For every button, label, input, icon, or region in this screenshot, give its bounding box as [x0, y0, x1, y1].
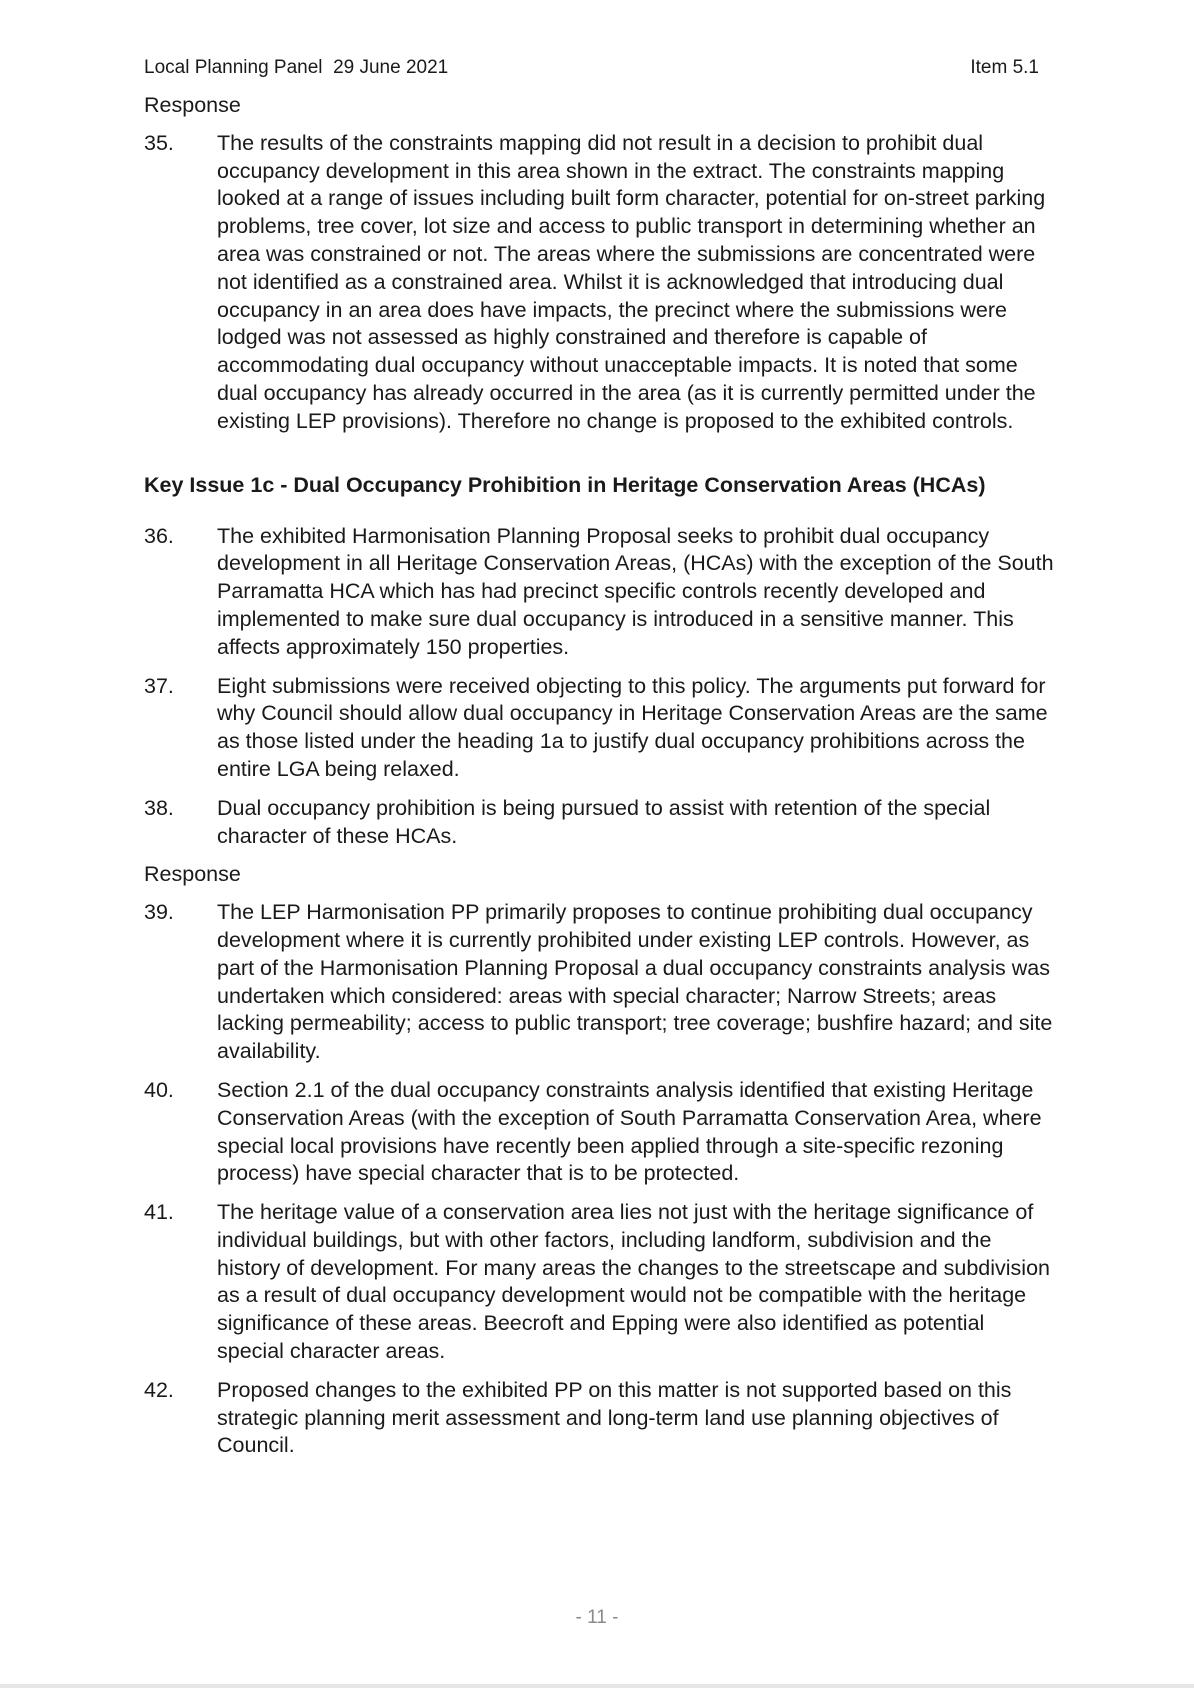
key-issue-heading: Key Issue 1c - Dual Occupancy Prohibition in Heritage Conservation Areas (HCAs)	[144, 472, 986, 497]
numbered-paragraph	[144, 673, 1054, 784]
paragraph-text: The results of the constraints mapping did not result in a decision to prohibit dual occupancy development in this area shown in the extract. The constraints mapping looked at a range of issues including built form character, potential for on-street parking problems, tree cover, lot size and access to public transport in determining whether an area was constrained or not. The areas where the submissions are concentrated were not identified as a constrained area. Whilst it is acknowledged that introducing dual occupancy in an area does have impacts, the precinct where the submissions were lodged was not assessed as highly constrained and therefore is capable of accommodating dual occupancy without unacceptable impacts. It is noted that some dual occupancy has already occurred in the area (as it is currently permitted under the existing LEP provisions). Therefore no change is proposed to the exhibited controls.	[217, 130, 1046, 433]
numbered-paragraph	[144, 1377, 1054, 1460]
paragraph-number: 42.	[144, 1377, 174, 1402]
numbered-paragraph	[144, 523, 1054, 662]
paragraph-text: Dual occupancy prohibition is being pursued to assist with retention of the special character of these HCAs.	[217, 795, 991, 848]
paragraph-text: Section 2.1 of the dual occupancy constraints analysis identified that existing Heritage Conservation Areas (with the exception of South Parramatta Conservation Area, where special local provisions have recently been applied through a site-specific rezoning process) have special character that is to be protected.	[217, 1077, 1042, 1186]
page-bottom-edge	[0, 1684, 1194, 1688]
paragraph-number: 37.	[144, 673, 174, 698]
numbered-paragraph	[144, 1077, 1054, 1188]
response-heading: Response	[144, 93, 241, 117]
header-meeting-title: Local Planning Panel 29 June 2021	[144, 57, 449, 78]
paragraph-number: 39.	[144, 900, 174, 925]
numbered-paragraph	[144, 795, 1054, 851]
numbered-paragraph	[144, 1199, 1054, 1366]
paragraph-text: The LEP Harmonisation PP primarily proposes to continue prohibiting dual occupancy development where it is currently prohibited under existing LEP controls. However, as part of the Harmonisation Planning Proposal a dual occupancy constraints analysis was undertaken which considered: areas with special character; Narrow Streets; areas lacking permeability; access to public transport; tree coverage; bushfire hazard; and site availability.	[217, 900, 1053, 1064]
paragraph-number: 41.	[144, 1200, 174, 1225]
paragraph-number: 35.	[144, 130, 174, 155]
response-heading: Response	[144, 862, 241, 887]
paragraph-text: Proposed changes to the exhibited PP on this matter is not supported based on this strategic planning merit assessment and long-term land use planning objectives of Council.	[217, 1377, 1012, 1458]
paragraph-number: 36.	[144, 523, 174, 548]
paragraph-text: The heritage value of a conservation area lies not just with the heritage significance of individual buildings, but with other factors, including landform, subdivision and the history of development. For many areas the changes to the streetscape and subdivision as a result of dual occupancy development would not be compatible with the heritage significance of these areas. Beecroft and Epping were also identified as potential special character areas.	[217, 1200, 1050, 1364]
numbered-paragraph	[144, 130, 1054, 436]
page-content	[144, 92, 1054, 1471]
page-number: - 11 -	[575, 1607, 619, 1628]
paragraph-text: Eight submissions were received objecting to this policy. The arguments put forward for why Council should allow dual occupancy in Heritage Conservation Areas are the same as those listed under the heading 1a to justify dual occupancy prohibitions across the entire LGA being relaxed.	[217, 673, 1048, 781]
numbered-paragraph	[144, 899, 1054, 1066]
header-item-number: Item 5.1	[970, 57, 1039, 78]
paragraph-number: 38.	[144, 795, 174, 820]
paragraph-number: 40.	[144, 1077, 174, 1102]
paragraph-text: The exhibited Harmonisation Planning Proposal seeks to prohibit dual occupancy development in all Heritage Conservation Areas, (HCAs) with the exception of the South Parramatta HCA which has had precinct specific controls recently developed and implemented to make sure dual occupancy is introduced in a sensitive manner. This affects approximately 150 properties.	[217, 523, 1054, 659]
